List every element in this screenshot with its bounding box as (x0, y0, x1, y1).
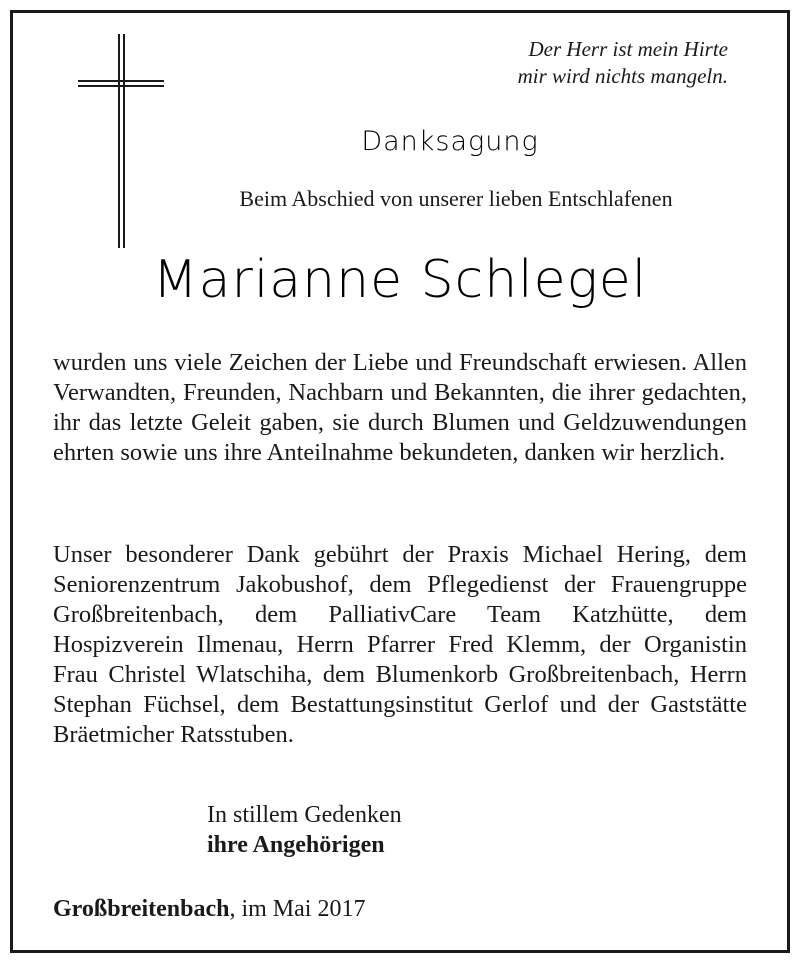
paragraph-special-thanks: Unser besonderer Dank gebührt der Praxis Michael Hering, dem Seniorenzentrum Jakobushof, dem Pflegedienst der Frauengruppe Großbreitenbach, dem PalliativCare Team Katzhütte, dem Hospizverein Ilmenau, Herrn Pfarrer Fred Klemm, der Organistin Frau Christel Wlatschiha, dem Blumenkorb Großbreitenbach, Herrn Stephan Füchsel, dem Bestattungsinstitut Gerlof und der Gaststätte Bräetmicher Ratsstuben. (53, 541, 747, 748)
intro-text: Beim Abschied von unserer lieben Entschlafenen (239, 186, 673, 211)
motto (518, 36, 728, 90)
motto-line-2: mir wird nichts mangeln. (517, 64, 728, 88)
deceased-name: Marianne Schlegel (152, 250, 648, 310)
place-date (53, 896, 365, 923)
place-date-text: , im Mai 2017 (229, 896, 366, 922)
heading: Danksagung (361, 126, 539, 157)
closing-line-2: ihre Angehörigen (207, 832, 385, 858)
closing (207, 800, 402, 860)
closing-line-1: In stillem Gedenken (207, 802, 402, 828)
paragraph-thanks: wurden uns viele Zeichen der Liebe und Freundschaft erwiesen. Allen Verwandten, Freunden, Nachbarn und Bekannten, die ihrer gedachten, ihr das letzte Geleit gaben, sie durch Blumen und Geldzuwendungen ehrten sowie uns ihre Anteilnahme bekundeten, danken wir herzlich. (53, 349, 747, 466)
motto-line-1: Der Herr ist mein Hirte (528, 37, 728, 61)
place-town: Großbreitenbach (53, 896, 230, 922)
